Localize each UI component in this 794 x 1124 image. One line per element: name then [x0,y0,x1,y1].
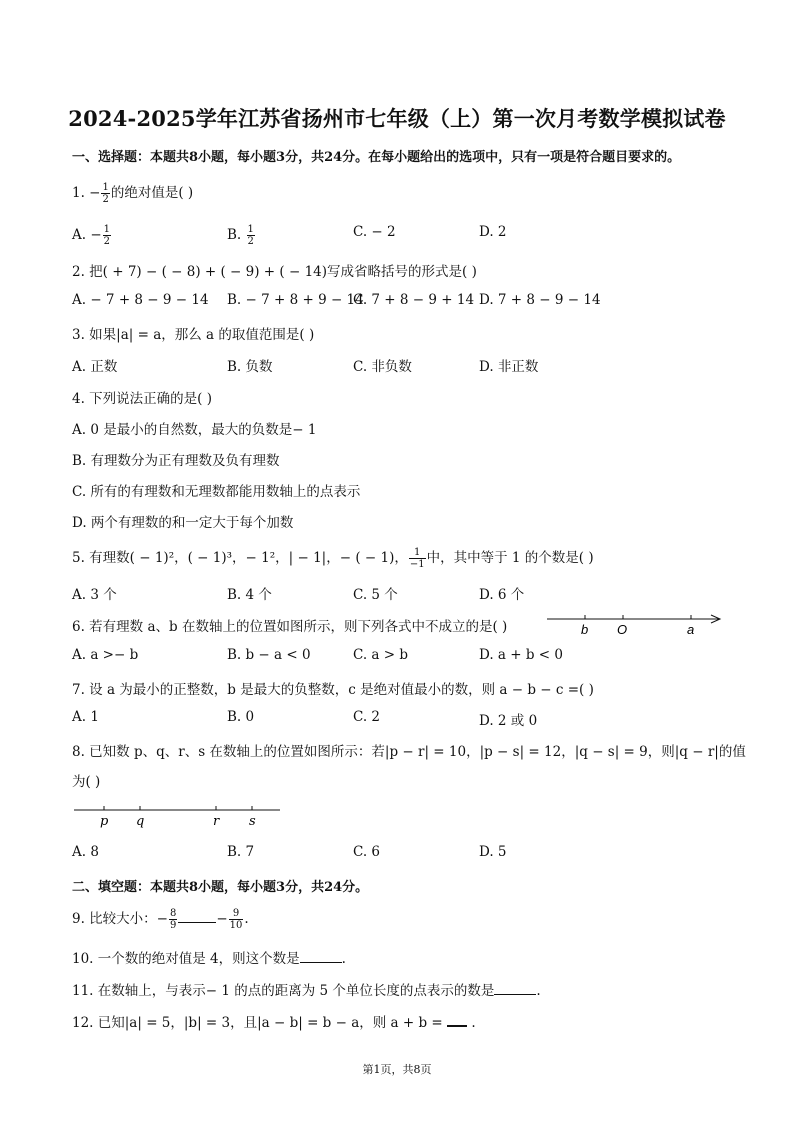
q4-option-c: C. 所有的有理数和无理数都能用数轴上的点表示 [72,484,361,500]
q5-option-c: C. 5 个 [353,587,398,603]
q6-option-b: B. b − a < 0 [227,647,311,663]
q8-option-a: A. 8 [72,844,99,860]
q1-option-a: A. − $\frac{1}{2}$ [72,224,111,247]
question-2: 2. 把( + 7) − ( − 8) + ( − 9) + ( − 14)写成省略括号的形式是( ) [72,264,477,280]
q4-option-a: A. 0 是最小的自然数，最大的负数是− 1 [72,422,317,438]
question-6: 6. 若有理数 a、b 在数轴上的位置如图所示，则下列各式中不成立的是( ) [72,619,508,635]
number-line-ab [545,608,725,638]
label-o: O [617,622,628,637]
question-8-line1: 8. 已知数 p、q、r、s 在数轴上的位置如图所示：若|p − r| = 10，|p − s| = 12，|q − s| = 9，则|q − r|的值 [72,744,746,760]
q7-option-a: A. 1 [72,709,99,725]
q3-option-d: D. 非正数 [479,359,539,375]
question-11: 11. 在数轴上，与表示− 1 的点的距离为 5 个单位长度的点表示的数是 . [72,983,541,999]
question-7: 7. 设 a 为最小的正整数，b 是最大的负整数，c 是绝对值最小的数，则 a − b − c =( ) [72,682,594,698]
q8-option-b: B. 7 [227,844,255,860]
q2-option-c: C. 7 + 8 − 9 + 14 [353,292,475,308]
q1-option-b: B. $\frac{1}{2}$ [227,224,254,247]
q7-option-c: C. 2 [353,709,381,725]
q6-option-c: C. a > b [353,647,409,663]
q5-option-d: D. 6 个 [479,587,525,603]
label-q: q [136,814,145,828]
answer-blank[interactable] [447,1024,467,1027]
label-a: a [687,622,695,637]
answer-blank[interactable] [494,993,536,995]
question-10: 10. 一个数的绝对值是 4，则这个数是 . [72,951,346,967]
question-1: 1. − $\frac{1}{2}$ 的绝对值是( ) [72,182,194,205]
q3-option-a: A. 正数 [72,359,118,375]
q7-option-d: D. 2 或 0 [479,713,538,729]
q4-option-d: D. 两个有理数的和一定大于每个加数 [72,515,294,531]
question-5: 5. 有理数( − 1)²，( − 1)³，− 1²，| − 1|，− ( − 1)， $\frac{1}{-1}$ 中，其中等于 1 的个数是( ) [72,547,594,570]
answer-blank[interactable] [300,961,342,963]
question-9: 9. 比较大小：− $\frac{8}{9}$ − $\frac{9}{10}$ . [72,908,249,931]
label-r: r [213,814,220,828]
question-12: 12. 已知|a| = 5，|b| = 3，且|a − b| = b − a，则 a + b = . [72,1015,476,1031]
q2-option-a: A. − 7 + 8 − 9 − 14 [72,292,209,308]
q8-option-d: D. 5 [479,844,507,860]
label-p: p [100,814,109,828]
section-heading-fill: 二、填空题：本题共8小题，每小题3分，共24分。 [72,880,369,895]
q8-option-c: C. 6 [353,844,381,860]
q2-option-d: D. 7 + 8 − 9 − 14 [479,292,601,308]
q3-option-c: C. 非负数 [353,359,412,375]
q4-option-b: B. 有理数分为正有理数及负有理数 [72,453,280,469]
number-line-pqrs [74,798,284,828]
label-s: s [249,814,256,828]
label-b: b [581,622,589,637]
q1-option-d: D. 2 [479,224,507,240]
section-heading-choice: 一、选择题：本题共8小题，每小题3分，共24分。在每小题给出的选项中，只有一项是符合题目要求的。 [72,150,681,165]
page-footer: 第1页，共8页 [362,1063,432,1076]
question-3: 3. 如果|a| = a，那么 a 的取值范围是( ) [72,327,315,343]
question-4: 4. 下列说法正确的是( ) [72,391,212,407]
q7-option-b: B. 0 [227,709,255,725]
q6-option-d: D. a + b < 0 [479,647,563,663]
fraction: $\frac{1}{2}$ [102,182,109,205]
q2-option-b: B. − 7 + 8 + 9 − 14 [227,292,364,308]
answer-blank[interactable] [178,921,216,923]
q5-option-b: B. 4 个 [227,587,272,603]
q6-option-a: A. a >− b [72,647,139,663]
q5-option-a: A. 3 个 [72,587,117,603]
q1-option-c: C. − 2 [353,224,396,240]
page-title: 2024-2025学年江苏省扬州市七年级（上）第一次月考数学模拟试卷 [68,106,726,131]
question-8-line2: 为( ) [72,774,101,790]
q3-option-b: B. 负数 [227,359,273,375]
